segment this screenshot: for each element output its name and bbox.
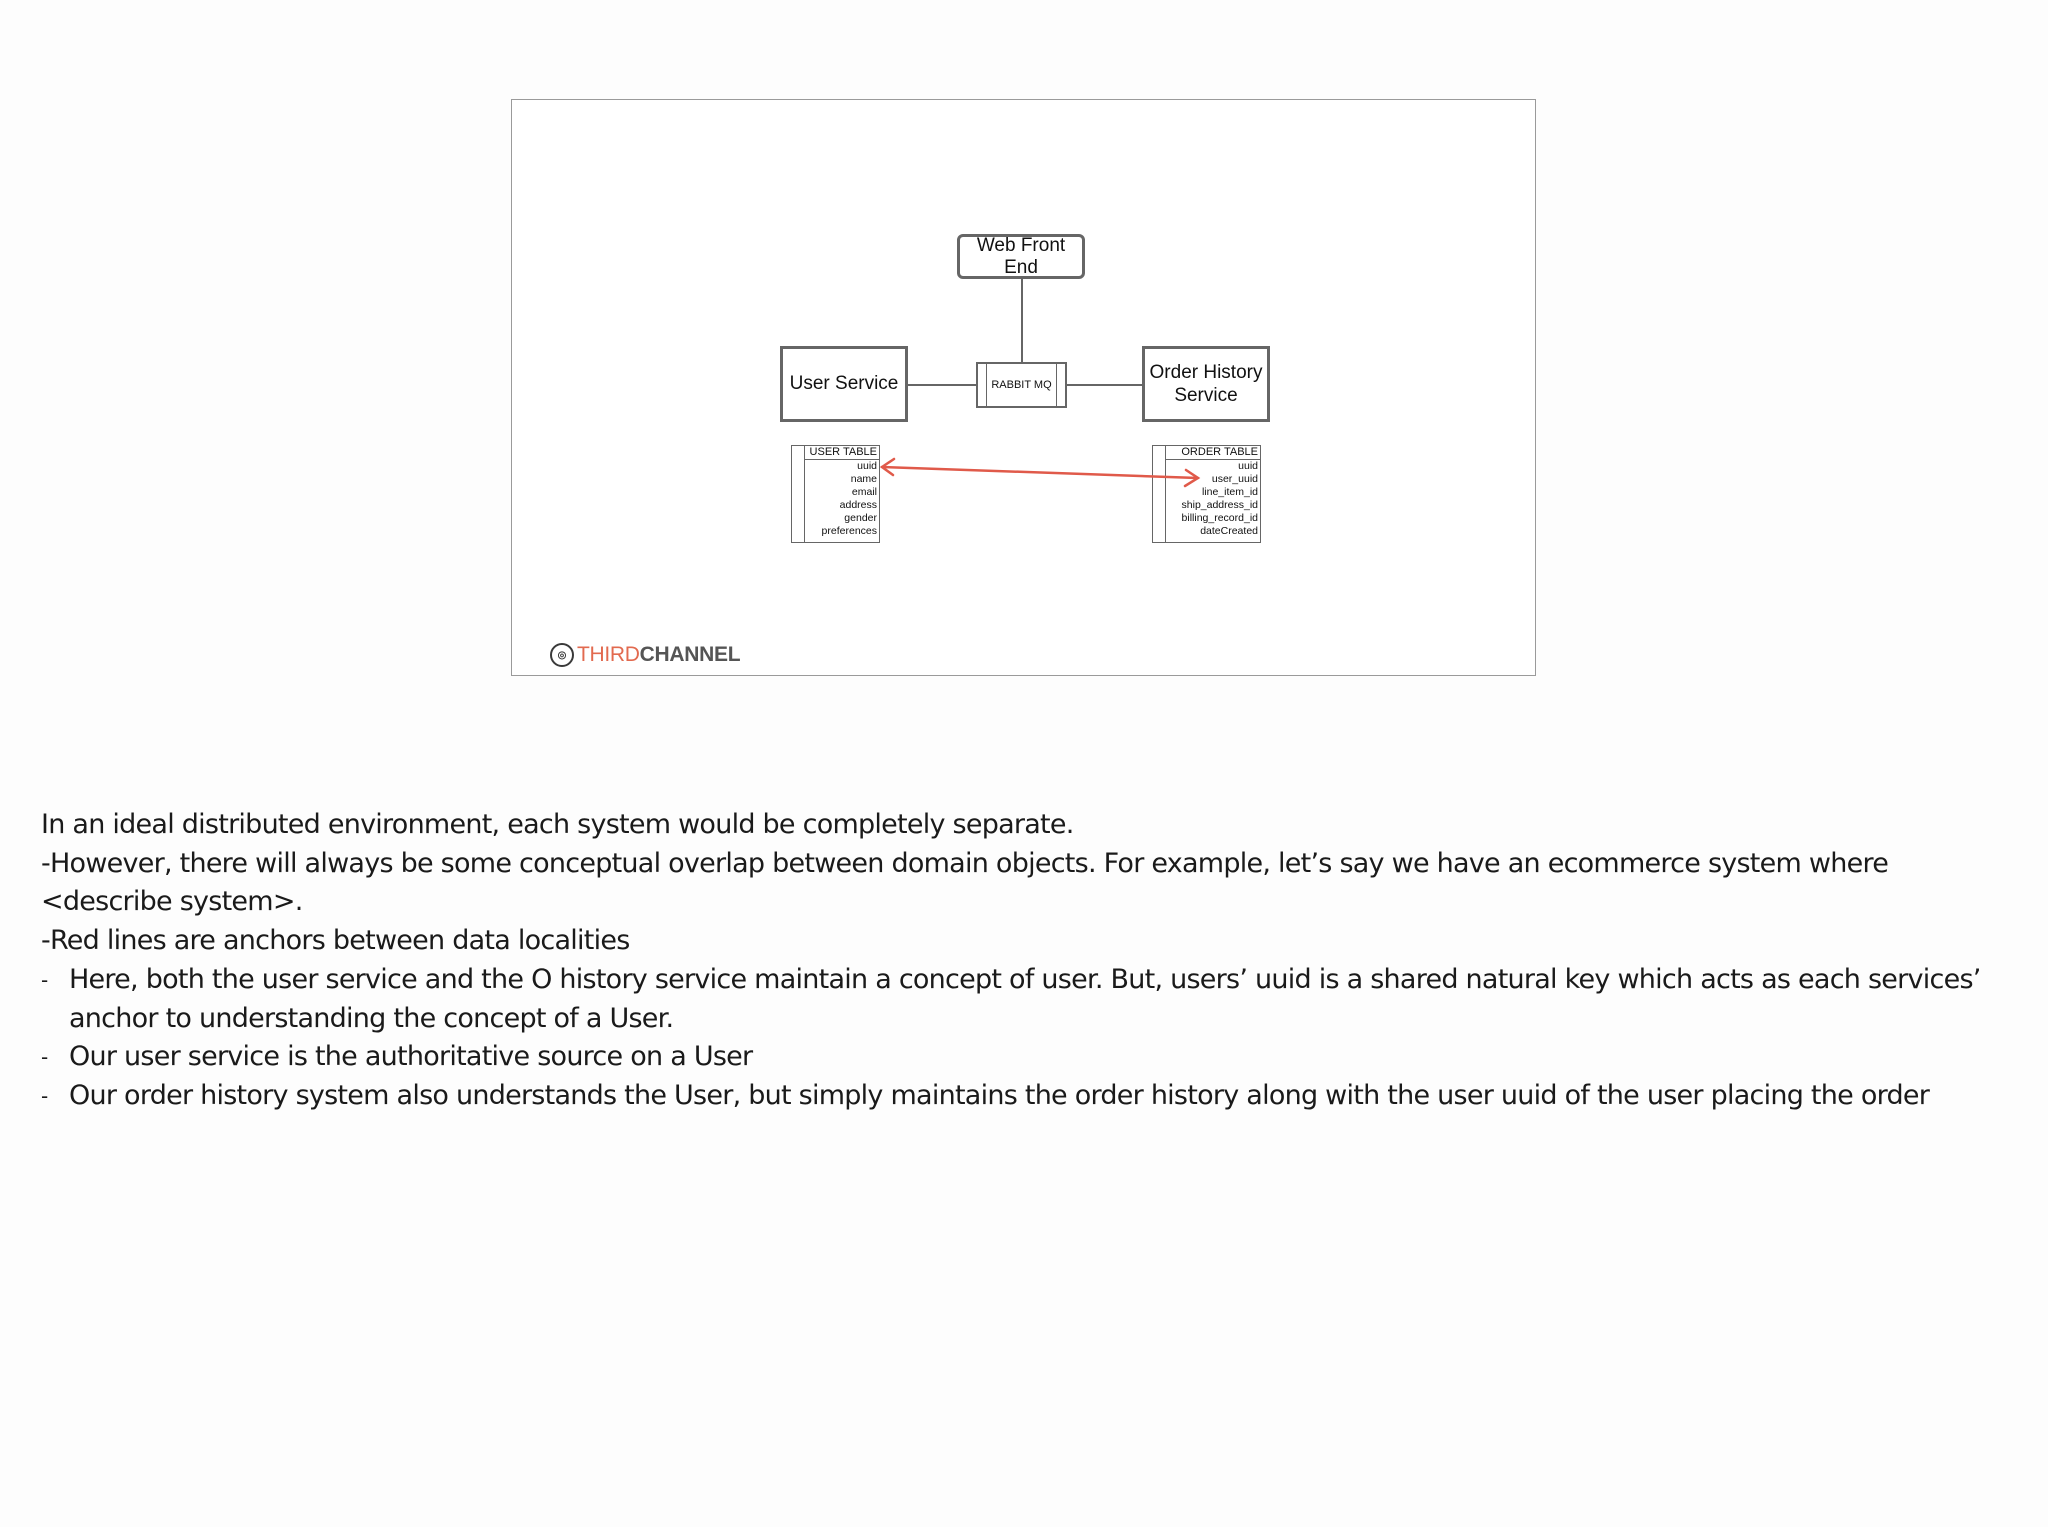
user-table-field: uuid — [857, 460, 877, 472]
web-front-end-label: Web Front End — [976, 234, 1066, 278]
thirdchannel-brand — [550, 643, 740, 667]
notes-bullet-text: Our order history system also understands the User, but simply maintains the order history along with the user uuid of the user placing the order — [69, 1079, 1930, 1111]
order-table-field: uuid — [1238, 460, 1258, 472]
order-table-field: line_item_id — [1201, 486, 1258, 498]
brand-text-channel: CHANNEL — [639, 643, 741, 666]
user-table-field: preferences — [821, 525, 877, 537]
user-table-field: address — [839, 499, 877, 511]
anchor-arrow — [512, 100, 1537, 677]
speaker-notes — [41, 806, 2026, 1116]
order-table-field: ship_address_id — [1181, 499, 1258, 511]
rabbit-mq-label: RABBIT MQ — [991, 379, 1052, 391]
order-table-header: ORDER TABLE — [1165, 446, 1260, 460]
user-table-field: email — [851, 486, 877, 498]
notes-line: In an ideal distributed environment, each system would be completely separate. — [41, 809, 1074, 840]
user-service-label: User Service — [789, 373, 899, 394]
notes-bullet — [41, 1038, 2026, 1077]
thirdchannel-logo-icon: ◎ — [550, 643, 574, 667]
order-table-field: billing_record_id — [1181, 512, 1258, 524]
order-table-field: dateCreated — [1200, 525, 1258, 537]
slide-diagram — [511, 99, 1536, 676]
user-table-field: gender — [844, 512, 877, 524]
user-table-field: name — [850, 473, 877, 485]
bullet-marker: - — [41, 1083, 48, 1108]
order-table-field: user_uuid — [1211, 473, 1258, 485]
notes-bullet — [41, 1077, 2026, 1116]
notes-line: -However, there will always be some conceptual overlap between domain objects. For example, let’s say we have an ecommerce system where <describe system>. — [41, 847, 1889, 918]
bullet-marker: - — [41, 1045, 48, 1070]
notes-bullet-text: Here, both the user service and the O history service maintain a concept of user. But, users’ uuid is a shared natural key which acts as each services’ anchor to understanding the concept of a User. — [69, 963, 1981, 1034]
order-history-service-label: Order History Service — [1149, 362, 1263, 406]
notes-bullet-text: Our user service is the authoritative source on a User — [69, 1041, 753, 1073]
notes-bullet — [41, 961, 2026, 1038]
user-table-header: USER TABLE — [804, 446, 879, 460]
brand-text-third: THIRD — [577, 643, 640, 666]
notes-line: -Red lines are anchors between data localities — [41, 925, 630, 957]
bullet-marker: - — [41, 967, 48, 992]
